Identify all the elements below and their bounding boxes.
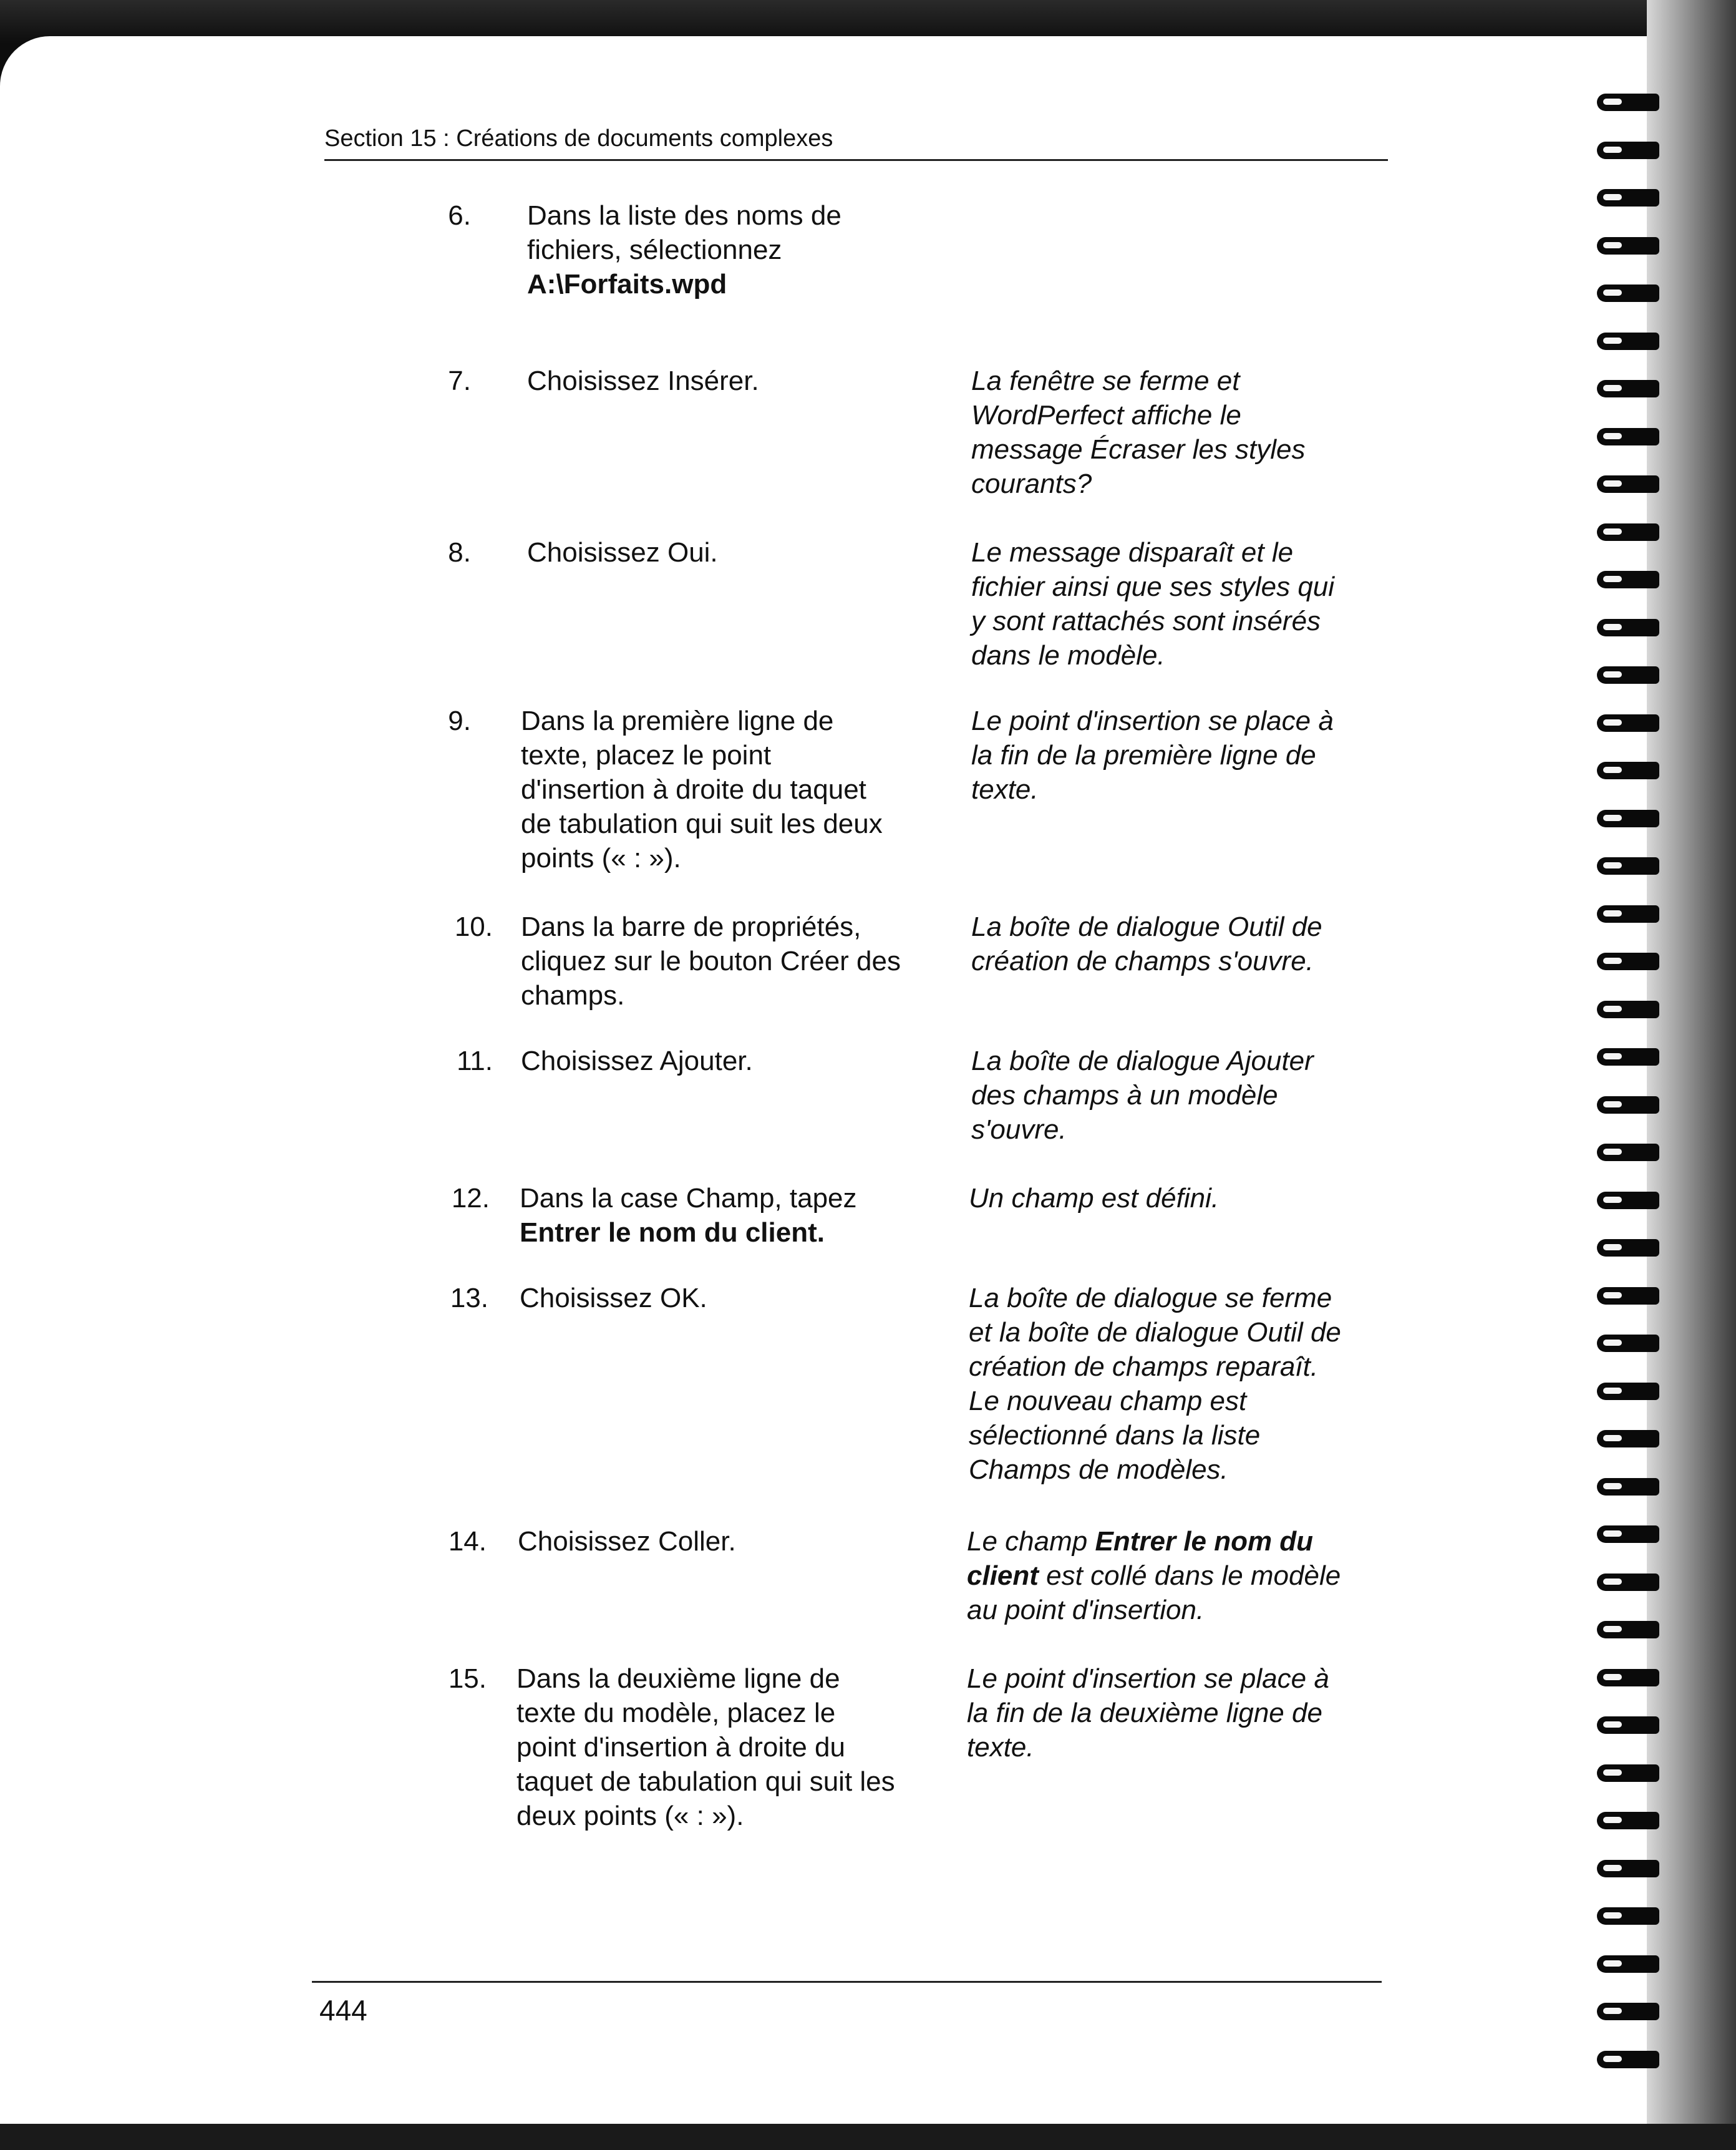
action-bold-line: Entrer le nom du client. bbox=[520, 1217, 825, 1248]
step-result bbox=[971, 535, 1370, 673]
result-line: La fenêtre se ferme et bbox=[971, 366, 1240, 396]
step-result bbox=[969, 1181, 1368, 1215]
step-number: 11. bbox=[457, 1046, 493, 1076]
step-number: 15. bbox=[448, 1663, 487, 1694]
binding-coil bbox=[1597, 714, 1659, 732]
action-line: Choisissez Oui. bbox=[527, 537, 718, 568]
binding-coil bbox=[1597, 1907, 1659, 1925]
action-line: taquet de tabulation qui suit les bbox=[516, 1766, 895, 1797]
binding-coil bbox=[1597, 1478, 1659, 1496]
result-text: Le champ bbox=[967, 1526, 1095, 1557]
result-text: est collé dans le modèle au point d'insertion. bbox=[967, 1560, 1341, 1625]
binding-coil bbox=[1597, 1335, 1659, 1352]
result-line: Le message disparaît et le bbox=[971, 537, 1294, 568]
result-line: y sont rattachés sont insérés bbox=[971, 606, 1321, 636]
binding-coil bbox=[1597, 1430, 1659, 1447]
step-number: 9. bbox=[448, 706, 471, 736]
binding-coil bbox=[1597, 475, 1659, 493]
action-line: Choisissez Coller. bbox=[518, 1526, 736, 1557]
step-result bbox=[971, 704, 1370, 807]
binding-coil bbox=[1597, 94, 1659, 111]
action-line: Dans la case Champ, tapez bbox=[520, 1183, 857, 1214]
binding-coil bbox=[1597, 1669, 1659, 1686]
action-line: d'insertion à droite du taquet bbox=[521, 774, 866, 805]
action-line: point d'insertion à droite du bbox=[516, 1732, 845, 1763]
binding-coil bbox=[1597, 237, 1659, 255]
page-number: 444 bbox=[319, 1994, 367, 2026]
binding-coil bbox=[1597, 571, 1659, 588]
result-line: s'ouvre. bbox=[971, 1114, 1067, 1145]
action-line: Dans la barre de propriétés, bbox=[521, 912, 861, 942]
action-line: Choisissez Insérer. bbox=[527, 366, 759, 396]
step-action bbox=[516, 1661, 941, 1833]
step-action bbox=[518, 1524, 942, 1559]
binding-coil bbox=[1597, 189, 1659, 207]
action-line: texte du modèle, placez le bbox=[516, 1698, 836, 1728]
result-line: Le nouveau champ est bbox=[969, 1386, 1247, 1416]
action-line: Choisissez OK. bbox=[520, 1283, 707, 1313]
binding-coil bbox=[1597, 1096, 1659, 1114]
step-action bbox=[520, 1181, 944, 1250]
binding-coil bbox=[1597, 905, 1659, 923]
result-line: Champs de modèles. bbox=[969, 1454, 1228, 1485]
binding-coil bbox=[1597, 1192, 1659, 1209]
binding-coil bbox=[1597, 1239, 1659, 1257]
step-action bbox=[527, 364, 951, 398]
action-line: Choisissez Ajouter. bbox=[521, 1046, 753, 1076]
binding-coil bbox=[1597, 1001, 1659, 1018]
step-result bbox=[971, 364, 1370, 501]
result-line: La boîte de dialogue Ajouter bbox=[971, 1046, 1314, 1076]
binding-coil bbox=[1597, 1621, 1659, 1638]
binding-coil bbox=[1597, 142, 1659, 159]
binding-coil bbox=[1597, 619, 1659, 636]
result-bold-text: Entrer le nom du client bbox=[967, 1526, 1314, 1591]
action-line: texte, placez le point bbox=[521, 740, 772, 771]
binding-coil bbox=[1597, 380, 1659, 397]
result-line: création de champs s'ouvre. bbox=[971, 946, 1314, 976]
action-line: champs. bbox=[521, 980, 625, 1011]
binding-coil bbox=[1597, 1383, 1659, 1400]
binding-coil bbox=[1597, 1144, 1659, 1161]
step-action bbox=[527, 198, 951, 301]
result-line: courants? bbox=[971, 469, 1092, 499]
step-action bbox=[521, 1044, 945, 1078]
step-action bbox=[521, 704, 945, 875]
result-line: fichier ainsi que ses styles qui bbox=[971, 572, 1335, 602]
action-line: Dans la première ligne de bbox=[521, 706, 834, 736]
result-line: La boîte de dialogue se ferme bbox=[969, 1283, 1332, 1313]
binding-coil bbox=[1597, 1764, 1659, 1782]
footer-rule bbox=[312, 1981, 1382, 1983]
action-line: fichiers, sélectionnez bbox=[527, 235, 782, 265]
result-line: texte. bbox=[971, 774, 1039, 805]
result-line: Un champ est défini. bbox=[969, 1183, 1220, 1214]
binding-coil bbox=[1597, 1525, 1659, 1543]
step-action bbox=[521, 910, 945, 1013]
step-number: 8. bbox=[448, 537, 471, 568]
result-line: texte. bbox=[967, 1732, 1034, 1763]
header-rule bbox=[324, 159, 1388, 161]
step-action bbox=[527, 535, 951, 570]
action-line: Dans la deuxième ligne de bbox=[516, 1663, 840, 1694]
action-line: Dans la liste des noms de bbox=[527, 200, 841, 231]
binding-coil bbox=[1597, 1812, 1659, 1829]
binding-coil bbox=[1597, 857, 1659, 875]
step-number: 6. bbox=[448, 200, 471, 231]
action-line: deux points (« : »). bbox=[516, 1801, 744, 1831]
result-line: sélectionné dans la liste bbox=[969, 1420, 1261, 1451]
step-number: 12. bbox=[451, 1183, 490, 1214]
binding-coil bbox=[1597, 1860, 1659, 1877]
binding-coil bbox=[1597, 523, 1659, 541]
action-bold-line: A:\Forfaits.wpd bbox=[527, 269, 727, 299]
step-number: 10. bbox=[454, 912, 493, 942]
binding-coil bbox=[1597, 666, 1659, 684]
result-line: Le point d'insertion se place à bbox=[967, 1663, 1329, 1694]
step-number: 13. bbox=[450, 1283, 488, 1313]
step-result bbox=[971, 1044, 1370, 1147]
result-line: la fin de la première ligne de bbox=[971, 740, 1316, 771]
action-line: de tabulation qui suit les deux bbox=[521, 809, 883, 839]
result-line: Le point d'insertion se place à bbox=[971, 706, 1334, 736]
step-number: 7. bbox=[448, 366, 471, 396]
binding-coil bbox=[1597, 1574, 1659, 1591]
binding-coil bbox=[1597, 810, 1659, 827]
step-result bbox=[971, 910, 1370, 978]
action-line: cliquez sur le bouton Créer des bbox=[521, 946, 901, 976]
result-line: des champs à un modèle bbox=[971, 1080, 1278, 1111]
action-line: points (« : »). bbox=[521, 843, 681, 873]
binding-coil bbox=[1597, 428, 1659, 445]
binding-edge bbox=[1647, 0, 1736, 2150]
step-result bbox=[967, 1524, 1379, 1627]
result-line: création de champs reparaît. bbox=[969, 1351, 1319, 1382]
scan-bottom-edge bbox=[0, 2124, 1736, 2150]
result-line: dans le modèle. bbox=[971, 640, 1165, 671]
binding-coil bbox=[1597, 333, 1659, 350]
section-header: Section 15 : Créations de documents complexes bbox=[324, 125, 833, 152]
result-line: WordPerfect affiche le bbox=[971, 400, 1241, 430]
step-result bbox=[969, 1281, 1368, 1487]
step-action bbox=[520, 1281, 944, 1315]
binding-coil bbox=[1597, 1048, 1659, 1066]
binding-coil bbox=[1597, 762, 1659, 779]
result-line: message Écraser les styles bbox=[971, 434, 1306, 465]
result-line: la fin de la deuxième ligne de bbox=[967, 1698, 1322, 1728]
binding-coil bbox=[1597, 953, 1659, 970]
step-result bbox=[967, 1661, 1366, 1764]
binding-coil bbox=[1597, 1955, 1659, 1973]
binding-coil bbox=[1597, 285, 1659, 302]
binding-coil bbox=[1597, 2003, 1659, 2020]
step-number: 14. bbox=[448, 1526, 487, 1557]
result-line: et la boîte de dialogue Outil de bbox=[969, 1317, 1341, 1348]
binding-coil bbox=[1597, 1716, 1659, 1734]
result-line: La boîte de dialogue Outil de bbox=[971, 912, 1322, 942]
binding-coil bbox=[1597, 1287, 1659, 1305]
binding-coil bbox=[1597, 2051, 1659, 2068]
